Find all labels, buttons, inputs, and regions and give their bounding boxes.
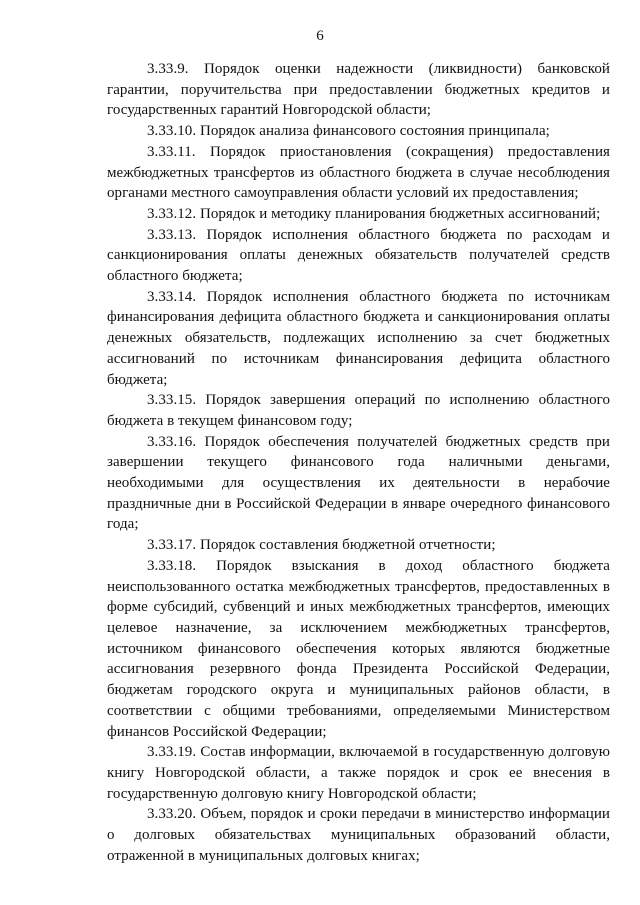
paragraph-3-33-20: 3.33.20. Объем, порядок и сроки передачи в министерство информации о долговых обязательствах муниципальных образований области, отраженной в муниципальных долговых книгах; <box>107 806 610 864</box>
paragraph-3-33-19: 3.33.19. Состав информации, включаемой в государственную долговую книгу Новгородской области, а также порядок и срок ее внесения в государственную долговую книгу Новгородской области; <box>107 744 610 802</box>
paragraph-3-33-14: 3.33.14. Порядок исполнения областного бюджета по источникам финансирования дефицита областного бюджета и санкционирования оплаты денежных обязательств, подлежащих исполнению за счет бюджетных ассигнований по источникам финансирования дефицита областного бюджета; <box>107 288 610 388</box>
paragraph-3-33-17: 3.33.17. Порядок составления бюджетной отчетности; <box>147 537 496 554</box>
paragraph-3-33-9: 3.33.9. Порядок оценки надежности (ликвидности) банковской гарантии, поручительства при предоставлении бюджетных кредитов и государственных гарантий Новгородской области; <box>107 61 610 119</box>
paragraph-3-33-10: 3.33.10. Порядок анализа финансового состояния принципала; <box>147 123 550 140</box>
paragraph-3-33-13: 3.33.13. Порядок исполнения областного бюджета по расходам и санкционирования оплаты денежных обязательств получателей средств областного бюджета; <box>107 226 610 285</box>
paragraph-3-33-12: 3.33.12. Порядок и методику планирования бюджетных ассигнований; <box>147 205 601 222</box>
paragraph-3-33-11: 3.33.11. Порядок приостановления (сокращения) предоставления межбюджетных трансфертов из областного бюджета в случае несоблюдения органами местного самоуправления области условий их предоставления; <box>107 143 610 202</box>
paragraph-3-33-18: 3.33.18. Порядок взыскания в доход областного бюджета неиспользованного остатка межбюджетных трансфертов, предоставленных в форме субсидий, субвенций и иных межбюджетных трансфертов, имеющих целевое назначение, за исключением межбюджетных трансфертов, источником финансового обеспечения которых являются бюджетные ассигнования резервного фонда Президента Российской Федерации, бюджетам городского округа и муниципальных районов области, в соответствии с общими требованиями, определяемыми Министерством финансов Российской Федерации; <box>107 557 610 740</box>
paragraph-3-33-15: 3.33.15. Порядок завершения операций по исполнению областного бюджета в текущем финансовом году; <box>107 392 610 429</box>
paragraph-3-33-16: 3.33.16. Порядок обеспечения получателей бюджетных средств при завершении текущего финансового года наличными деньгами, необходимыми для осуществления их деятельности в нерабочие праздничные дни в Российской Федерации в январе очередного финансового года; <box>107 433 610 533</box>
page-number: 6 <box>316 28 324 44</box>
document-body <box>107 59 610 866</box>
